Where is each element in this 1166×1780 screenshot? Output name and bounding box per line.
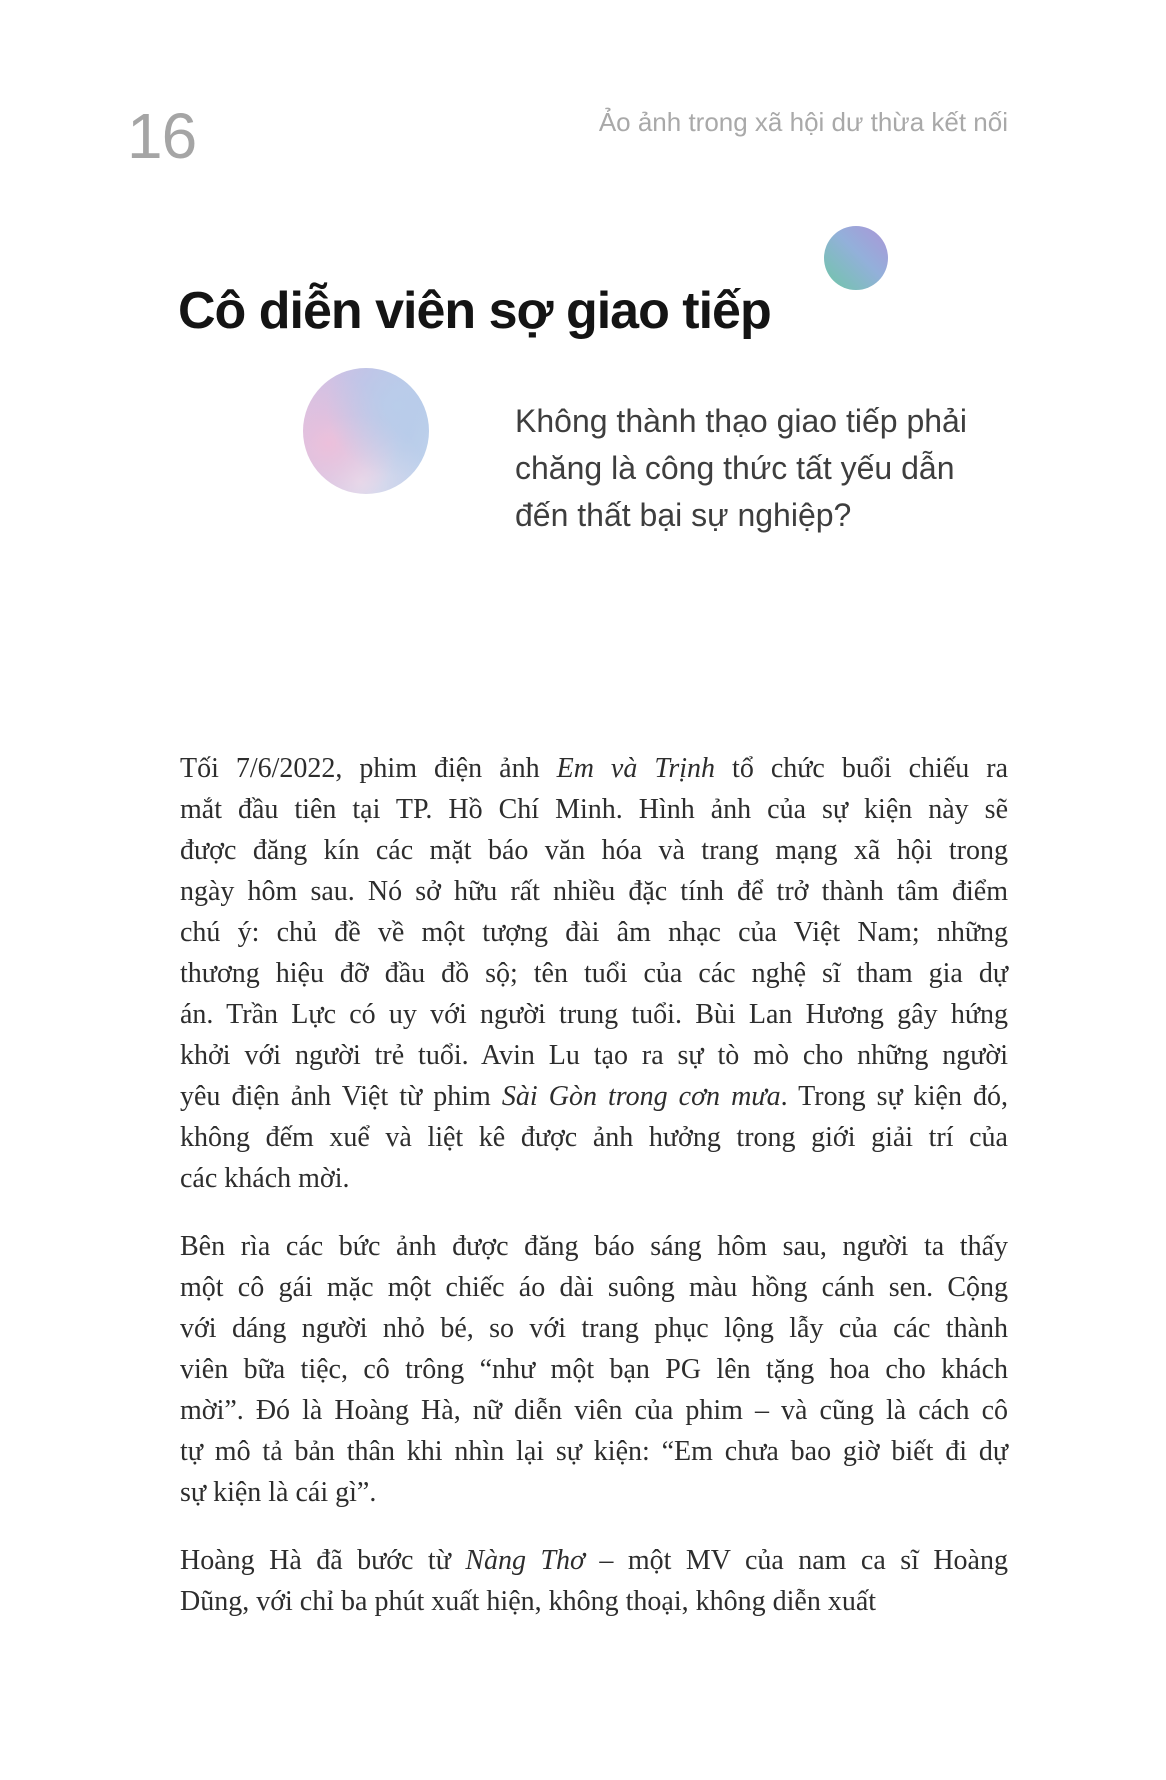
italic-title-text: Em và Trịnh	[556, 753, 716, 784]
body-line	[180, 1390, 1008, 1431]
italic-title-text: Sài Gòn trong cơn mưa	[501, 1081, 781, 1112]
body-run: ngày hôm sau. Nó sở hữu rất nhiều đặc tính để trở thành tâm điểm	[180, 876, 1008, 907]
body-run: viên bữa tiệc, cô trông “như một bạn PG lên tặng hoa cho khách	[180, 1354, 1008, 1385]
body-run: tự mô tả bản thân khi nhìn lại sự kiện: “Em chưa bao giờ biết đi dự	[180, 1436, 1008, 1467]
body-paragraph	[180, 1540, 1008, 1622]
body-run: với dáng người nhỏ bé, so với trang phục lộng lẫy của các thành	[180, 1313, 1008, 1344]
body-paragraph	[180, 748, 1008, 1199]
body-line	[180, 1035, 1008, 1076]
body-line	[180, 871, 1008, 912]
body-line	[180, 1540, 1008, 1581]
body-run: các khách mời.	[180, 1163, 350, 1194]
body-run: mắt đầu tiên tại TP. Hồ Chí Minh. Hình ảnh của sự kiện này sẽ	[180, 794, 1008, 825]
gradient-circle-large	[303, 368, 429, 494]
body-run: mời”. Đó là Hoàng Hà, nữ diễn viên của phim – và cũng là cách cô	[180, 1395, 1008, 1426]
body-run: tổ chức buổi chiếu ra	[715, 753, 1008, 784]
body-run: chú ý: chủ đề về một tượng đài âm nhạc của Việt Nam; những	[180, 917, 1008, 948]
body-line	[180, 1349, 1008, 1390]
body-run: yêu điện ảnh Việt từ phim	[180, 1081, 502, 1112]
body-run: – một MV của nam ca sĩ Hoàng	[584, 1545, 1008, 1576]
italic-title-text: Nàng Thơ	[465, 1545, 585, 1576]
body-run: . Trong sự kiện đó,	[780, 1081, 1009, 1112]
lead-line: Không thành thạo giao tiếp phải	[515, 403, 967, 439]
page-number: 16	[127, 100, 197, 172]
body-paragraph	[180, 1226, 1008, 1513]
body-run: án. Trần Lực có uy với người trung tuổi. Bùi Lan Hương gây hứng	[180, 999, 1008, 1030]
body-line	[180, 1308, 1008, 1349]
article-title: Cô diễn viên sợ giao tiếp	[178, 281, 771, 340]
body-run: Hoàng Hà đã bước từ	[180, 1545, 466, 1576]
body-line	[180, 1472, 1008, 1513]
body-run: một cô gái mặc một chiếc áo dài suông màu hồng cánh sen. Cộng	[180, 1272, 1008, 1303]
running-header: Ảo ảnh trong xã hội dư thừa kết nối	[598, 107, 1008, 137]
body-line	[180, 1226, 1008, 1267]
body-line	[180, 1076, 1008, 1117]
body-line	[180, 748, 1008, 789]
lead-line: chăng là công thức tất yếu dẫn	[515, 450, 955, 486]
body-line	[180, 1581, 1008, 1622]
lead-line: đến thất bại sự nghiệp?	[515, 497, 852, 533]
body-run: không đếm xuể và liệt kê được ảnh hưởng trong giới giải trí của	[180, 1122, 1008, 1153]
body-line	[180, 994, 1008, 1035]
body-line	[180, 1431, 1008, 1472]
body-line	[180, 1117, 1008, 1158]
gradient-circle-small	[824, 226, 888, 290]
body-line	[180, 1267, 1008, 1308]
body-line	[180, 830, 1008, 871]
body-run: sự kiện là cái gì”.	[180, 1477, 377, 1508]
body-run: được đăng kín các mặt báo văn hóa và trang mạng xã hội trong	[180, 835, 1008, 866]
body-line	[180, 789, 1008, 830]
body-line	[180, 953, 1008, 994]
body-run: khởi với người trẻ tuổi. Avin Lu tạo ra sự tò mò cho những người	[180, 1040, 1008, 1071]
body-run: Tối 7/6/2022, phim điện ảnh	[180, 753, 557, 784]
body-run: Bên rìa các bức ảnh được đăng báo sáng hôm sau, người ta thấy	[180, 1231, 1008, 1262]
lead-text	[515, 398, 1025, 539]
body-text	[180, 748, 1008, 1622]
body-line	[180, 1158, 1008, 1199]
body-run: Dũng, với chỉ ba phút xuất hiện, không thoại, không diễn xuất	[180, 1586, 877, 1617]
body-line	[180, 912, 1008, 953]
body-run: thương hiệu đỡ đầu đồ sộ; tên tuổi của các nghệ sĩ tham gia dự	[180, 958, 1008, 989]
